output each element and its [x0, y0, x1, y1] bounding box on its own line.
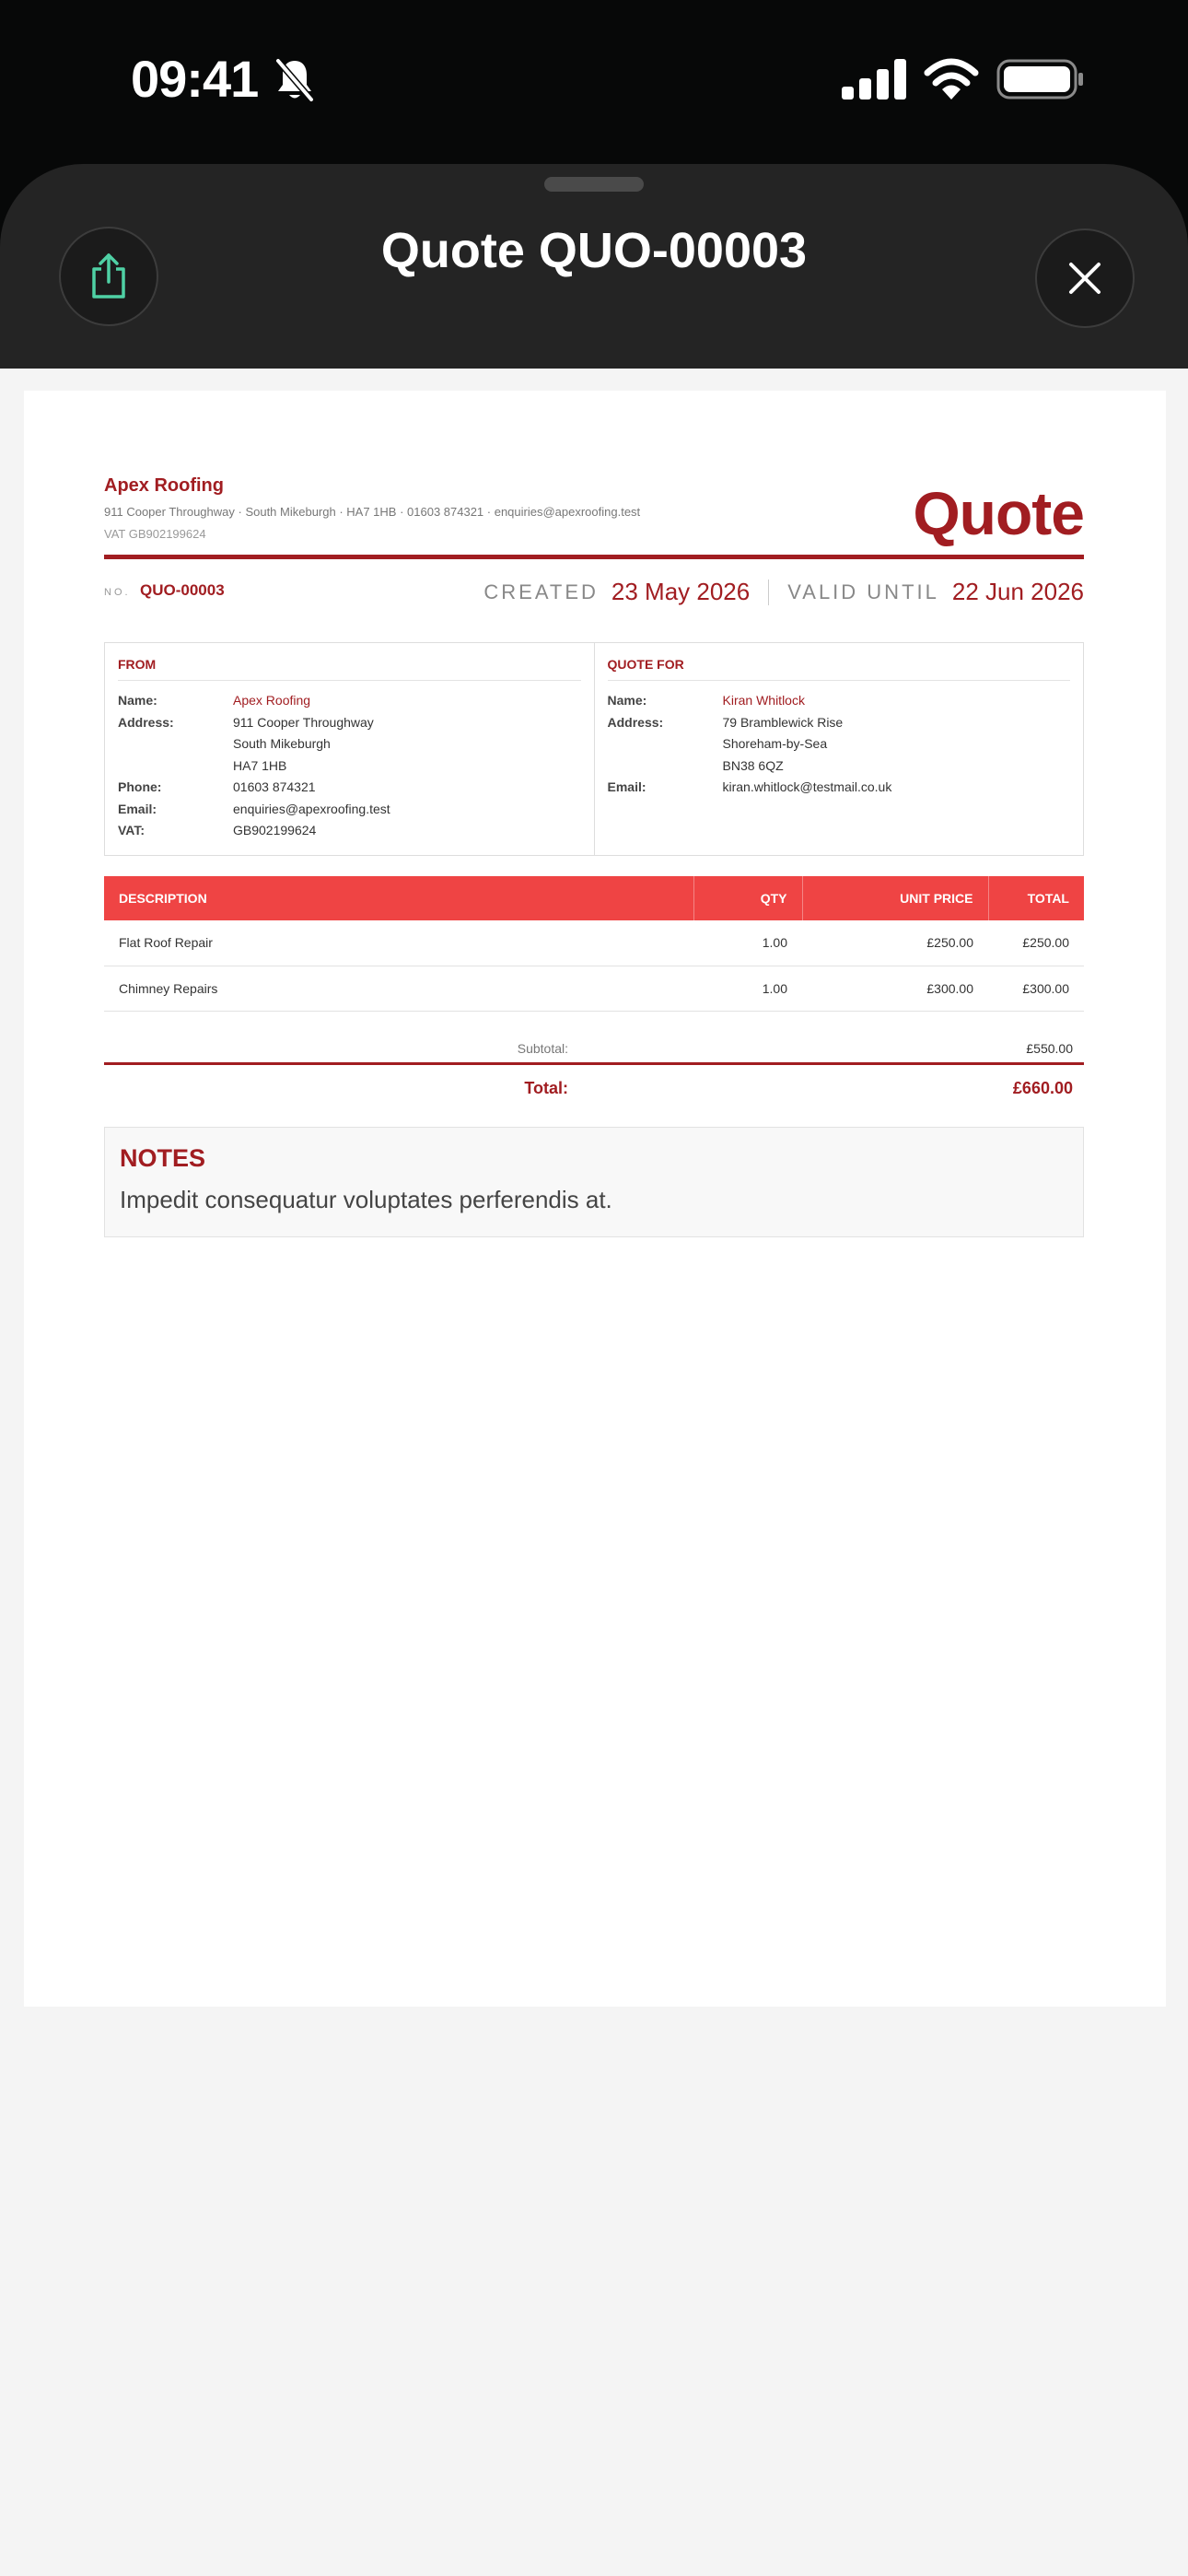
quote-for-heading: QUOTE FOR [608, 656, 1071, 681]
from-phone: 01603 874321 [233, 779, 316, 794]
column-header-total: TOTAL [988, 876, 1084, 920]
status-time: 09:41 [131, 50, 259, 108]
sheet-header [0, 164, 1188, 369]
notes-text: Impedit consequatur voluptates perferendis at. [120, 1186, 612, 1213]
total-label: Total: [524, 1079, 568, 1097]
from-address-row [118, 712, 581, 778]
total-value: £660.00 [1012, 1079, 1073, 1097]
close-button[interactable] [1035, 228, 1135, 328]
item-unit-price: £300.00 [802, 966, 988, 1011]
from-section [105, 643, 594, 855]
item-total: £300.00 [988, 966, 1084, 1011]
header-divider [104, 555, 1084, 559]
column-header-qty: QTY [693, 876, 802, 920]
sheet-grabber[interactable] [544, 177, 644, 192]
subtotal-label: Subtotal: [517, 1041, 568, 1056]
item-qty: 1.00 [693, 966, 802, 1011]
quote-number-label: NO. [104, 587, 131, 598]
valid-until-date: 22 Jun 2026 [951, 578, 1084, 605]
item-description: Flat Roof Repair [104, 920, 693, 966]
from-phone-label: Phone: [118, 779, 162, 794]
date-separator [768, 580, 769, 605]
column-header-description: DESCRIPTION [104, 876, 693, 920]
from-heading: FROM [118, 656, 581, 681]
line-items-table [104, 876, 1084, 1012]
from-email: enquiries@apexroofing.test [233, 801, 390, 816]
notes-heading: NOTES [120, 1144, 206, 1172]
item-total: £250.00 [988, 920, 1084, 966]
from-vat: GB902199624 [233, 823, 317, 837]
table-row [104, 966, 1084, 1011]
client-address-line: 79 Bramblewick Rise [722, 714, 844, 730]
valid-until-label: VALID UNTIL [787, 580, 939, 603]
quote-dates [483, 578, 1084, 606]
column-header-unit-price: UNIT PRICE [802, 876, 988, 920]
client-address-line: BN38 6QZ [722, 757, 784, 773]
item-unit-price: £250.00 [802, 920, 988, 966]
table-header-row [104, 876, 1084, 920]
subtotal-value: £550.00 [1026, 1041, 1073, 1056]
from-address-line: HA7 1HB [233, 757, 287, 773]
company-details: 911 Cooper Throughway · South Mikeburgh · HA7 1HB · 01603 874321 · enquiries@apexroofing.test [104, 505, 641, 519]
from-phone-row [118, 777, 581, 799]
from-name-label: Name: [118, 693, 157, 708]
from-email-label: Email: [118, 801, 157, 816]
quote-for-section [594, 643, 1084, 855]
table-row [104, 920, 1084, 966]
battery-icon [996, 59, 1085, 100]
total-divider [104, 1062, 1084, 1065]
share-button[interactable] [59, 227, 158, 326]
client-name-label: Name: [607, 693, 647, 708]
client-address-row [608, 712, 1071, 778]
item-description: Chimney Repairs [104, 966, 693, 1011]
item-qty: 1.00 [693, 920, 802, 966]
wifi-icon [923, 55, 980, 100]
company-name: Apex Roofing [104, 475, 224, 496]
status-bar [0, 0, 1188, 369]
notes-box [104, 1127, 1084, 1237]
document-title: Quote [913, 479, 1084, 547]
from-vat-row [118, 820, 581, 842]
quote-number: QUO-00003 [140, 581, 225, 599]
bell-slash-icon [273, 57, 317, 103]
from-name: Apex Roofing [233, 693, 311, 708]
client-email: kiran.whitlock@testmail.co.uk [722, 779, 892, 794]
cellular-signal-icon [842, 59, 906, 100]
from-vat-label: VAT: [118, 823, 146, 837]
from-address-line: South Mikeburgh [233, 736, 331, 751]
share-icon [88, 252, 129, 300]
client-name-row [608, 690, 1071, 712]
from-address-line: 911 Cooper Throughway [233, 714, 374, 730]
company-vat: VAT GB902199624 [104, 527, 206, 541]
client-email-row [608, 777, 1071, 799]
client-name: Kiran Whitlock [722, 693, 805, 708]
sheet-title: Quote QUO-00003 [380, 223, 808, 278]
from-address-label: Address: [118, 714, 174, 730]
client-address-line: Shoreham-by-Sea [722, 736, 828, 751]
close-icon [1066, 260, 1103, 297]
client-email-label: Email: [607, 779, 646, 794]
client-address-label: Address: [607, 714, 664, 730]
from-email-row [118, 799, 581, 821]
created-date: 23 May 2026 [611, 578, 751, 605]
from-name-row [118, 690, 581, 712]
created-label: CREATED [483, 580, 599, 603]
parties-panel [104, 642, 1084, 856]
